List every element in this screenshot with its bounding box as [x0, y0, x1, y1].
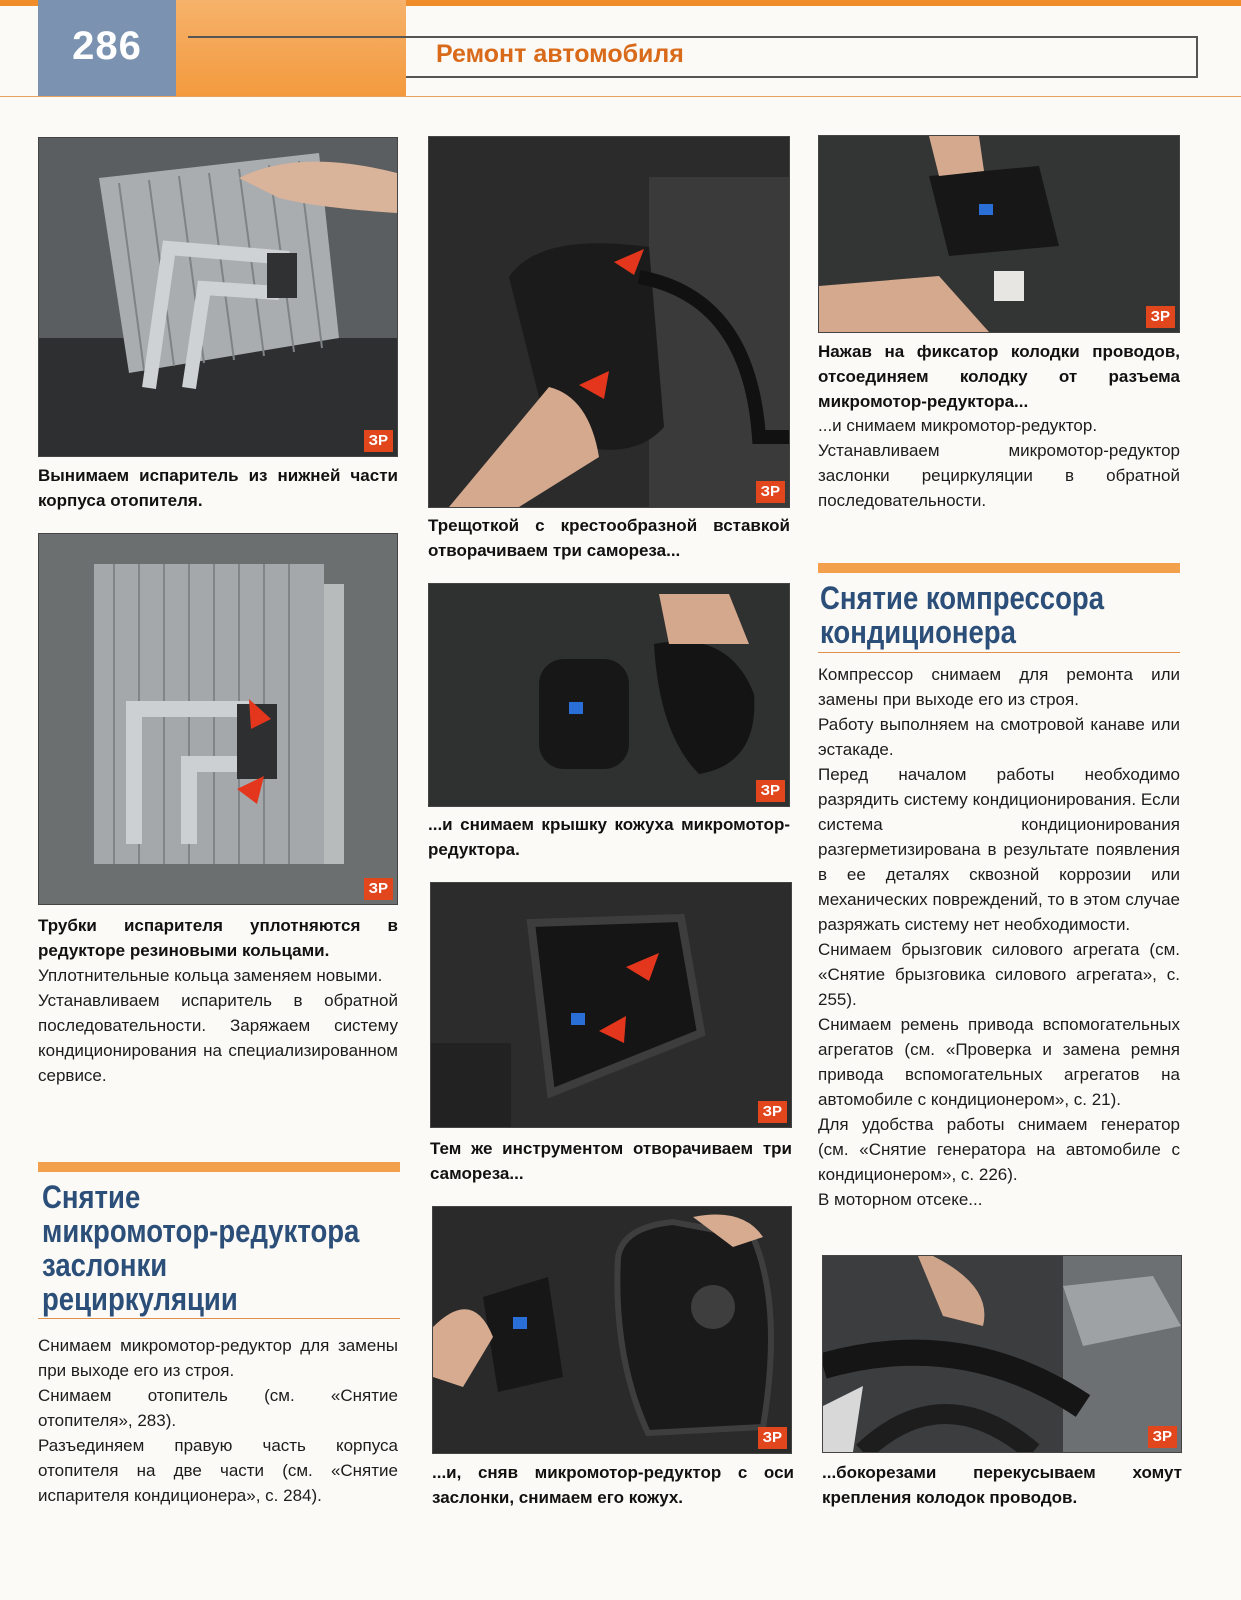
caption-disconnect-connector: Нажав на фиксатор колодки проводов, отсоединяем колодку от разъема микромотор-редуктора...: [818, 342, 1180, 411]
text-compressor-intro: [818, 662, 1180, 1212]
caption-remove-housing: ...и, сняв микромотор-редуктор с оси заслонки, снимаем его кожух.: [432, 1463, 794, 1507]
caption-evaporator-tubes: Трубки испарителя уплотняются в редукторе резиновыми кольцами.: [38, 916, 398, 960]
section-bar: [818, 563, 1180, 573]
paragraph: Устанавливаем испаритель в обратной последовательности. Заряжаем систему кондиционирования на специализированном сервисе.: [38, 991, 398, 1085]
publisher-badge: ЗР: [758, 1427, 787, 1449]
paragraph: Уплотнительные кольца заменяем новыми.: [38, 966, 383, 985]
text-micromotor-install: [818, 413, 1180, 513]
publisher-badge: ЗР: [1148, 1426, 1177, 1448]
photo-evaporator-tubes: [38, 533, 398, 905]
section-title-line: кондиционера: [820, 614, 1016, 650]
caption-cut-clamp: ...бокорезами перекусываем хомут крепления колодок проводов.: [822, 1463, 1182, 1507]
text-evaporator-install: [38, 963, 398, 1088]
publisher-badge: ЗР: [758, 1101, 787, 1123]
paragraph: Компрессор снимаем для ремонта или замены при выходе его из строя.: [818, 665, 1180, 709]
paragraph: Работу выполняем на смотровой канаве или эстакаде.: [818, 715, 1180, 759]
section-rule: [38, 1318, 400, 1319]
paragraph: Снимаем брызговик силового агрегата (см. «Снятие брызговика силового агрегата», с. 255).: [818, 940, 1180, 1009]
publisher-badge: ЗР: [364, 878, 393, 900]
header-rule-top: [188, 36, 1198, 38]
page-number: 286: [72, 24, 142, 68]
photo-ratchet-screws: [428, 136, 790, 508]
paragraph: Перед началом работы необходимо разрядить систему кондиционирования. Если система кондиционирования разгерметизирована в результате появления в ее деталях сквозной коррозии или механических повреждений, то в этом случае разряжать систему нет необходимости.: [818, 765, 1180, 934]
photo-remove-cover: [428, 583, 790, 807]
publisher-badge: ЗР: [756, 780, 785, 802]
photo-three-screws: [430, 882, 792, 1128]
publisher-badge: ЗР: [756, 481, 785, 503]
publisher-badge: ЗР: [1146, 306, 1175, 328]
section-title-line: рециркуляции: [42, 1281, 238, 1317]
section-bar: [38, 1162, 400, 1172]
text-micromotor-intro: [38, 1333, 398, 1508]
paragraph: Снимаем микромотор-редуктор для замены при выходе его из строя.: [38, 1336, 398, 1380]
section-title-line: Снятие компрессора: [820, 580, 1105, 616]
photo-evaporator-removal: [38, 137, 398, 457]
paragraph: ...и снимаем микромотор-редуктор.: [818, 416, 1098, 435]
header-rule-bottom: [406, 76, 1198, 78]
photo-disconnect-connector: [818, 135, 1180, 333]
section-title-line: Снятие: [42, 1179, 141, 1215]
header-orange-block: [176, 0, 406, 96]
paragraph: Снимаем ремень привода вспомогательных агрегатов (см. «Проверка и замена ремня привода вспомогательных агрегатов на автомобиле с кондиционером», с. 21).: [818, 1015, 1180, 1109]
section-rule: [818, 652, 1180, 653]
publisher-badge: ЗР: [364, 430, 393, 452]
paragraph: Устанавливаем микромотор-редуктор заслонки рециркуляции в обратной последовательности.: [818, 441, 1180, 510]
photo-cut-clamp: [822, 1255, 1182, 1453]
paragraph: В моторном отсеке...: [818, 1190, 983, 1209]
paragraph: Снимаем отопитель (см. «Снятие отопителя», 283).: [38, 1386, 398, 1430]
photo-remove-housing: [432, 1206, 792, 1454]
paragraph: Для удобства работы снимаем генератор (см. «Снятие генератора на автомобиле с кондиционером», с. 226).: [818, 1115, 1180, 1184]
paragraph: Разъединяем правую часть корпуса отопителя на две части (см. «Снятие испарителя кондиционера», с. 284).: [38, 1436, 398, 1505]
caption-three-screws: Тем же инструментом отворачиваем три самореза...: [430, 1139, 792, 1183]
caption-ratchet-screws: Трещоткой с крестообразной вставкой отворачиваем три самореза...: [428, 516, 790, 560]
caption-evaporator-removal: Вынимаем испаритель из нижней части корпуса отопителя.: [38, 466, 398, 510]
header-divider: [0, 96, 1241, 97]
section-title-line: заслонки: [42, 1247, 168, 1283]
caption-remove-cover: ...и снимаем крышку кожуха микромотор-редуктора.: [428, 815, 790, 859]
running-head: Ремонт автомобиля: [436, 40, 684, 68]
section-title-line: микромотор-редуктора: [42, 1213, 360, 1249]
section-title-micromotor: [42, 1180, 403, 1316]
header-rule-end: [1196, 36, 1198, 78]
section-title-compressor: [820, 581, 1181, 649]
